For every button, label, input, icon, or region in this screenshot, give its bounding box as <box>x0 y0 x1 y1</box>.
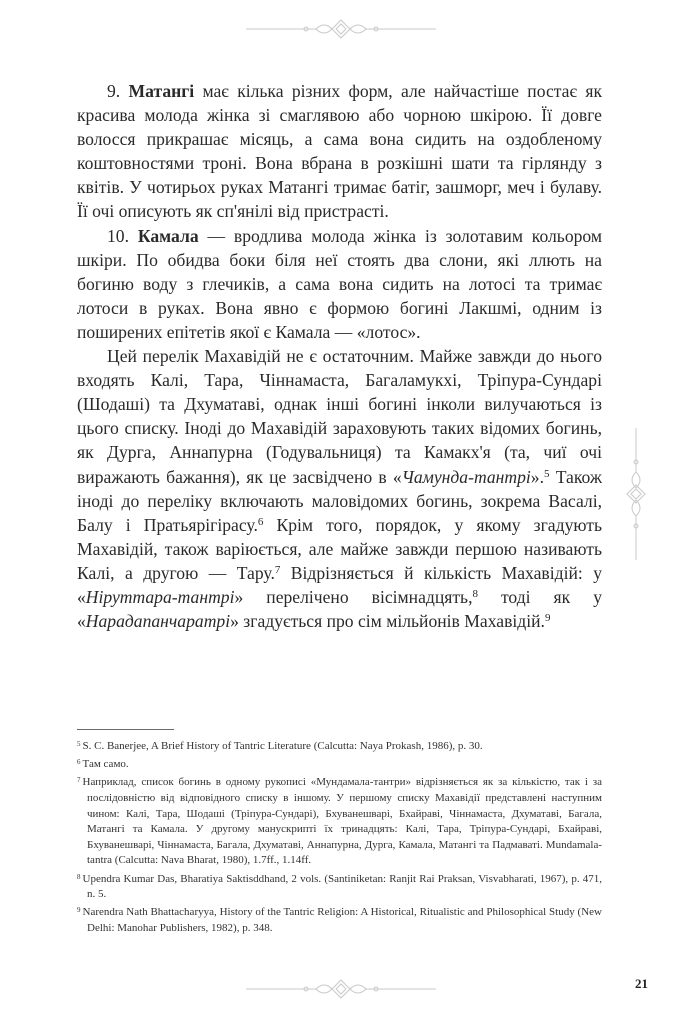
bottom-ornament-icon <box>246 978 436 1000</box>
footnote <box>77 737 602 755</box>
footnote-text: S. C. Banerjee, A Brief History of Tantric Literature (Calcutta: Naya Prokash, 1986), p. 30. <box>82 740 483 752</box>
footnote-text: Наприклад, список богинь в одному рукописі «Мундамала-тантри» відрізняється як за кількістю, так і за послідовністю від відповідного списку в іншому. У першому списку Махавідії представлені наступним чином: Калі, Тара, Шодаші (Тріпура-Сундарі), Бхуванешварі, Бхайраві, Чіннамаста, Дхуматаві, Багала, Матангі та Камала. У другому манускрипті їх тринадцять: Калі, Тара, Тріпура-Сундарі, Бхайраві, Бхуванешварі, Чіннамаста, Багала, Дхуматаві, Аннапурна, Дурга, Камала, Матангі та Падмаваті. Mundamala-tantra (Calcutta: Nava Bharat, 1980), 1.7ff., 1.14ff. <box>82 776 602 867</box>
top-ornament-icon <box>246 18 436 40</box>
text-run: Також іноді до переліку включають маловідомих богинь, зокрема Васалі, Балу і Пратьярігірасу. <box>77 466 602 535</box>
footnote <box>77 755 602 773</box>
paragraph-list-note <box>77 344 602 633</box>
paragraph-kamala <box>77 224 602 344</box>
text-run: » перелічено вісімнадцять, <box>234 586 473 607</box>
title-italic: Нарадапанчаратрі <box>85 611 231 632</box>
text-run: ». <box>530 466 544 487</box>
item-number: 10. <box>107 225 138 246</box>
footnote <box>77 903 602 936</box>
footnotes <box>77 737 602 937</box>
title-italic: Ніруттара-тантрі <box>85 586 235 607</box>
footnote <box>77 870 602 903</box>
paragraph-matangi <box>77 79 602 224</box>
footnote-number: 7 <box>77 776 81 785</box>
footnote-ref[interactable]: 9 <box>544 612 551 625</box>
footnote-text: Upendra Kumar Das, Bharatiya Saktisddhand, 2 vols. (Santiniketan: Ranjit Rai Praksan, Visvabharati, 1967), p. 471, n. 5. <box>82 872 602 901</box>
footnote-divider <box>77 729 174 730</box>
goddess-name: Камала <box>137 225 199 246</box>
paragraph-text: — вродлива молода жінка із золотавим кольором шкіри. По обидва боки біля неї стоять два слони, які ллють на богиню воду з глечиків, а сама вона сидить на лотосі та тримає лотоси в руках. Вона явно є формою богині Лакшмі, одним із поширених епітетів якої є Камала — «лотос». <box>77 225 603 342</box>
footnote-ref[interactable]: 5 <box>543 467 550 480</box>
footnote-text: Narendra Nath Bhattacharyya, History of the Tantric Religion: A Historical, Ritualistic and Philosophical Study (New Delhi: Manohar Publishers, 1982), p. 348. <box>82 906 602 934</box>
footnote-ref[interactable]: 8 <box>472 587 478 600</box>
text-run: Крім того, порядок, у якому згадують Махавідій, також варіюється, але майже завжди першою називають Калі, а другою — Тару. <box>77 514 602 583</box>
text-run: тоді як у « <box>77 586 602 632</box>
footnote-text: Там само. <box>82 758 129 771</box>
paragraph-text: має кілька різних форм, але найчастіше постає як красива молода жінка зі смаглявою або чорною шкірою. Її довге волосся прикрашає місяць, а сама вона сидить на оздобленому коштовностями троні. Вона вбрана в розкішні шати та гірлянду з квітів. У чотирьох руках Матангі тримає батіг, зашморг, меч і булаву. Її очі описують як сп'янілі від пристрасті. <box>77 81 602 222</box>
goddess-name: Матангі <box>128 81 195 101</box>
text-run: Цей перелік Махавідій не є остаточним. Майже завжди до нього входять Калі, Тара, Чіннамаста, Багаламукхі, Тріпура-Сундарі (Шодаші) та Дхуматаві, однак інші богині інколи вилучаються із цього списку. Іноді до Махавідій зараховують таких відомих богинь, як Дурга, Аннапурна (Годувальниця) та Камакх'я (та, чиї очі виражають бажання), як це засвідчено в « <box>77 346 602 487</box>
footnote-ref[interactable]: 7 <box>274 563 281 576</box>
item-number: 9. <box>107 81 129 101</box>
footnote-number: 5 <box>77 740 81 748</box>
footnote-number: 6 <box>77 758 81 767</box>
title-italic: Чамунда-тантрі <box>401 466 531 487</box>
text-run: » згадується про сім мільйонів Махавідій. <box>230 611 545 632</box>
main-text <box>77 79 602 633</box>
footnote-number: 8 <box>77 872 81 881</box>
page-number: 21 <box>635 976 648 991</box>
footnote <box>77 773 602 869</box>
footnote-number: 9 <box>77 906 81 915</box>
text-run: Відрізняється й кількість Махавідій: у « <box>77 562 602 607</box>
side-ornament-icon <box>623 428 649 560</box>
footnote-ref[interactable]: 6 <box>257 515 264 528</box>
